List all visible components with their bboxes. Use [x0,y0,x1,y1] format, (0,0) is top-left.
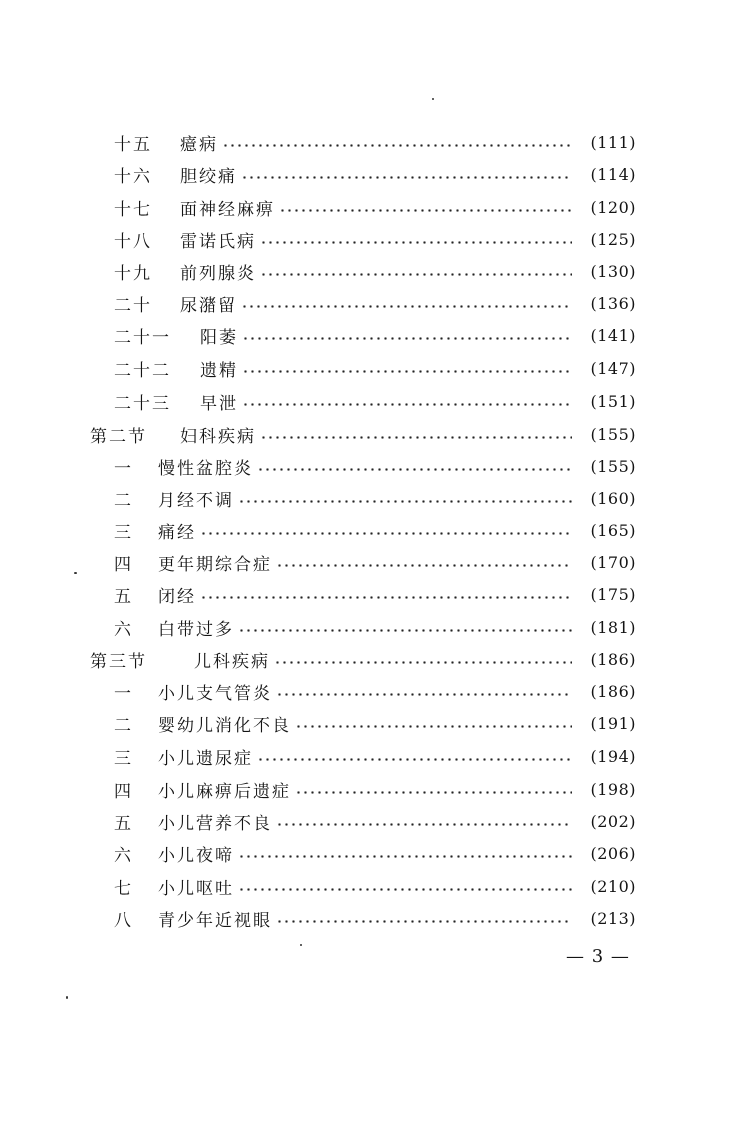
entry-page: (125) [590,229,636,249]
scan-speck [300,944,302,946]
dot-leader [274,661,572,664]
entry-title: 闭经 [158,586,196,607]
entry-title: 小儿遗尿症 [158,748,253,769]
toc-entry [114,160,636,188]
toc-entry [114,580,636,608]
toc-entry [114,807,636,835]
entry-page: (120) [590,197,636,217]
dot-leader [238,888,572,891]
entry-number: 二十三 [114,393,171,414]
entry-title: 小儿营养不良 [158,813,272,834]
toc-entry [114,225,636,253]
toc-entry [114,516,636,544]
dot-leader [257,758,572,761]
dot-leader [242,403,572,406]
toc-entry [114,128,636,156]
entry-number: 三 [114,748,133,769]
entry-page: (114) [590,164,636,184]
toc-entry [114,484,636,512]
entry-title: 婴幼儿消化不良 [158,715,291,736]
entry-page: (206) [590,843,636,863]
entry-page: (210) [590,876,636,896]
toc-entry [114,709,636,737]
entry-title: 青少年近视眼 [158,910,272,931]
toc-section-heading [90,645,636,673]
entry-title: 尿潴留 [180,295,237,316]
entry-title: 小儿支气管炎 [158,683,272,704]
toc-entry [114,354,636,382]
dot-leader [242,370,572,373]
toc-entry [114,677,636,705]
section-page: (155) [590,424,636,444]
entry-number: 二 [114,490,133,511]
dot-leader [257,468,572,471]
entry-number: 十七 [114,199,152,220]
entry-title: 月经不调 [158,490,234,511]
section-number: 第二节 [90,426,147,447]
entry-title: 雷诺氏病 [180,231,256,252]
dot-leader [276,564,572,567]
entry-number: 二十一 [114,327,171,348]
entry-page: (186) [590,681,636,701]
section-title: 妇科疾病 [180,426,256,447]
entry-page: (136) [590,293,636,313]
entry-title: 小儿麻痹后遗症 [158,781,291,802]
toc-entry [114,321,636,349]
entry-number: 二 [114,715,133,736]
entry-title: 更年期综合症 [158,554,272,575]
toc-entry [114,904,636,932]
toc-section-heading [90,420,636,448]
entry-title: 阳萎 [200,327,238,348]
entry-title: 小儿夜啼 [158,845,234,866]
dot-leader [276,693,572,696]
entry-number: 七 [114,878,133,899]
dot-leader [242,337,572,340]
entry-number: 二十二 [114,360,171,381]
entry-number: 四 [114,554,133,575]
toc-entry [114,839,636,867]
entry-page: (111) [590,132,636,152]
toc-entry [114,452,636,480]
entry-page: (155) [590,456,636,476]
entry-title: 早泄 [200,393,238,414]
dot-leader [279,209,572,212]
dot-leader [295,791,572,794]
entry-page: (175) [590,584,636,604]
entry-page: (160) [590,488,636,508]
entry-title: 痛经 [158,522,196,543]
entry-page: (191) [590,713,636,733]
toc-entry [114,613,636,641]
dot-leader [238,629,572,632]
toc-entry [114,289,636,317]
scan-speck [432,98,434,100]
entry-title: 遗精 [200,360,238,381]
scan-speck [74,572,77,574]
section-page: (186) [590,649,636,669]
dot-leader [241,176,572,179]
page-number: — 3 — [566,946,630,967]
entry-title: 胆绞痛 [180,166,237,187]
entry-number: 十八 [114,231,152,252]
entry-number: 一 [114,683,133,704]
entry-page: (141) [590,325,636,345]
entry-title: 白带过多 [158,619,234,640]
toc-entry [114,257,636,285]
toc-entry [114,193,636,221]
entry-title: 慢性盆腔炎 [158,458,253,479]
entry-title: 前列腺炎 [180,263,256,284]
section-title: 儿科疾病 [194,651,270,672]
entry-number: 五 [114,813,133,834]
dot-leader [238,855,572,858]
entry-number: 一 [114,458,133,479]
dot-leader [200,532,572,535]
entry-number: 十九 [114,263,152,284]
entry-page: (170) [590,552,636,572]
entry-page: (165) [590,520,636,540]
entry-page: (202) [590,811,636,831]
toc-entry [114,548,636,576]
dot-leader [241,305,572,308]
toc-entry [114,742,636,770]
dot-leader [295,725,572,728]
entry-title: 癔病 [180,134,218,155]
entry-page: (151) [590,391,636,411]
dot-leader [238,500,572,503]
dot-leader [276,920,572,923]
dot-leader [276,823,572,826]
dot-leader [200,596,572,599]
entry-title: 小儿呕吐 [158,878,234,899]
entry-number: 十五 [114,134,152,155]
entry-number: 三 [114,522,133,543]
entry-number: 十六 [114,166,152,187]
section-number: 第三节 [90,651,147,672]
entry-number: 四 [114,781,133,802]
toc-entry [114,775,636,803]
dot-leader [260,241,572,244]
dot-leader [222,144,572,147]
entry-title: 面神经麻痹 [180,199,275,220]
entry-number: 六 [114,845,133,866]
entry-page: (213) [590,908,636,928]
entry-number: 五 [114,586,133,607]
dot-leader [260,436,572,439]
entry-page: (181) [590,617,636,637]
entry-page: (198) [590,779,636,799]
toc-entry [114,872,636,900]
entry-number: 二十 [114,295,152,316]
scan-speck [66,996,68,999]
dot-leader [260,273,572,276]
entry-page: (130) [590,261,636,281]
toc-entry [114,387,636,415]
entry-number: 六 [114,619,133,640]
entry-page: (194) [590,746,636,766]
entry-page: (147) [590,358,636,378]
entry-number: 八 [114,910,133,931]
